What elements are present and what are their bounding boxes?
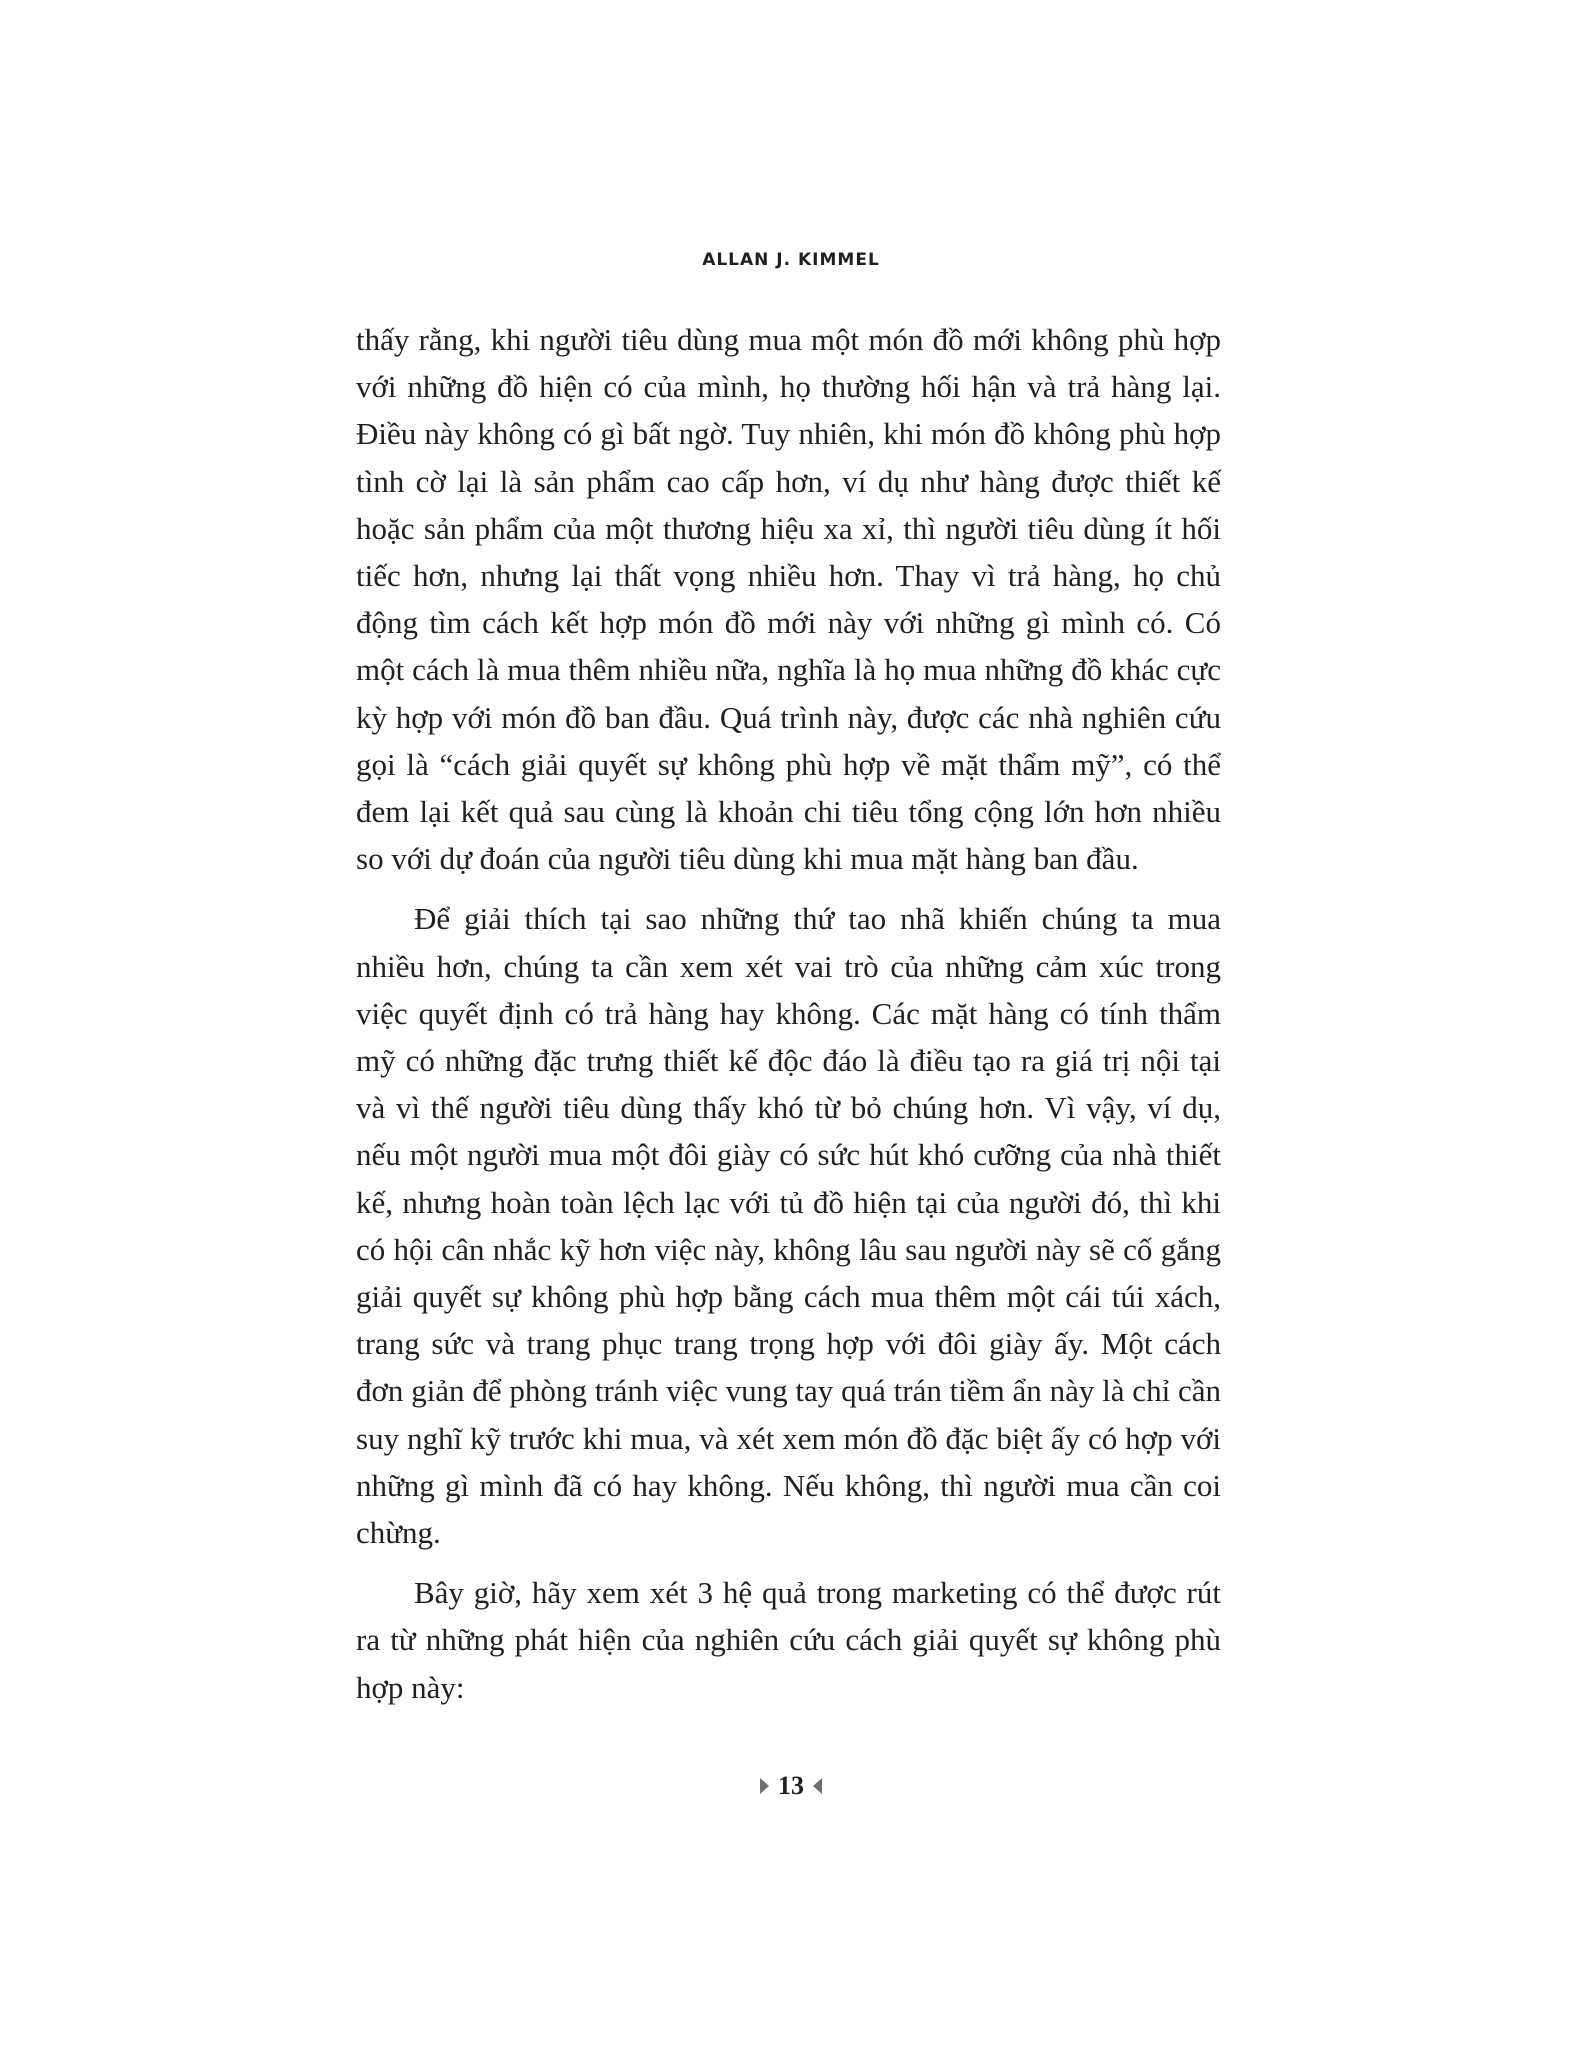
folio-left-triangle-icon	[813, 1778, 822, 1794]
paragraph-3: Bây giờ, hãy xem xét 3 hệ quả trong marketing có thể được rút ra từ những phát hiện của nghiên cứu cách giải quyết sự không phù hợp này:	[356, 1575, 1221, 1705]
paragraph-2: Để giải thích tại sao những thứ tao nhã khiến chúng ta mua nhiều hơn, chúng ta cần xem xét vai trò của những cảm xúc trong việc quyết định có trả hàng hay không. Các mặt hàng có tính thẩm mỹ có những đặc trưng thiết kế độc đáo là điều tạo ra giá trị nội tại và vì thế người tiêu dùng thấy khó từ bỏ chúng hơn. Vì vậy, ví dụ, nếu một người mua một đôi giày có sức hút khó cưỡng của nhà thiết kế, nhưng hoàn toàn lệch lạc với tủ đồ hiện tại của người đó, thì khi có hội cân nhắc kỹ hơn việc này, không lâu sau người này sẽ cố gắng giải quyết sự không phù hợp bằng cách mua thêm một cái túi xách, trang sức và trang phục trang trọng hợp với đôi giày ấy. Một cách đơn giản để phòng tránh việc vung tay quá trán tiềm ẩn này là chỉ cần suy nghĩ kỹ trước khi mua, và xét xem món đồ đặc biệt ấy có hợp với những gì mình đã có hay không. Nếu không, thì người mua cần coi chừng.	[356, 901, 1221, 1551]
paragraph-1: thấy rằng, khi người tiêu dùng mua một món đồ mới không phù hợp với những đồ hiện có của mình, họ thường hối hận và trả hàng lại. Điều này không có gì bất ngờ. Tuy nhiên, khi món đồ không phù hợp tình cờ lại là sản phẩm cao cấp hơn, ví dụ như hàng được thiết kế hoặc sản phẩm của một thương hiệu xa xỉ, thì người tiêu dùng ít hối tiếc hơn, nhưng lại thất vọng nhiều hơn. Thay vì trả hàng, họ chủ động tìm cách kết hợp món đồ mới này với những gì mình có. Có một cách là mua thêm nhiều nữa, nghĩa là họ mua những đồ khác cực kỳ hợp với món đồ ban đầu. Quá trình này, được các nhà nghiên cứu gọi là “cách giải quyết sự không phù hợp về mặt thẩm mỹ”, có thể đem lại kết quả sau cùng là khoản chi tiêu tổng cộng lớn hơn nhiều so với dự đoán của người tiêu dùng khi mua mặt hàng ban đầu.	[356, 322, 1221, 877]
body-text	[356, 316, 1221, 1711]
page-number: 13	[778, 1771, 804, 1800]
running-head-author: ALLAN J. KIMMEL	[702, 250, 880, 270]
folio-right-triangle-icon	[760, 1778, 769, 1794]
page-folio	[0, 1768, 1582, 1804]
